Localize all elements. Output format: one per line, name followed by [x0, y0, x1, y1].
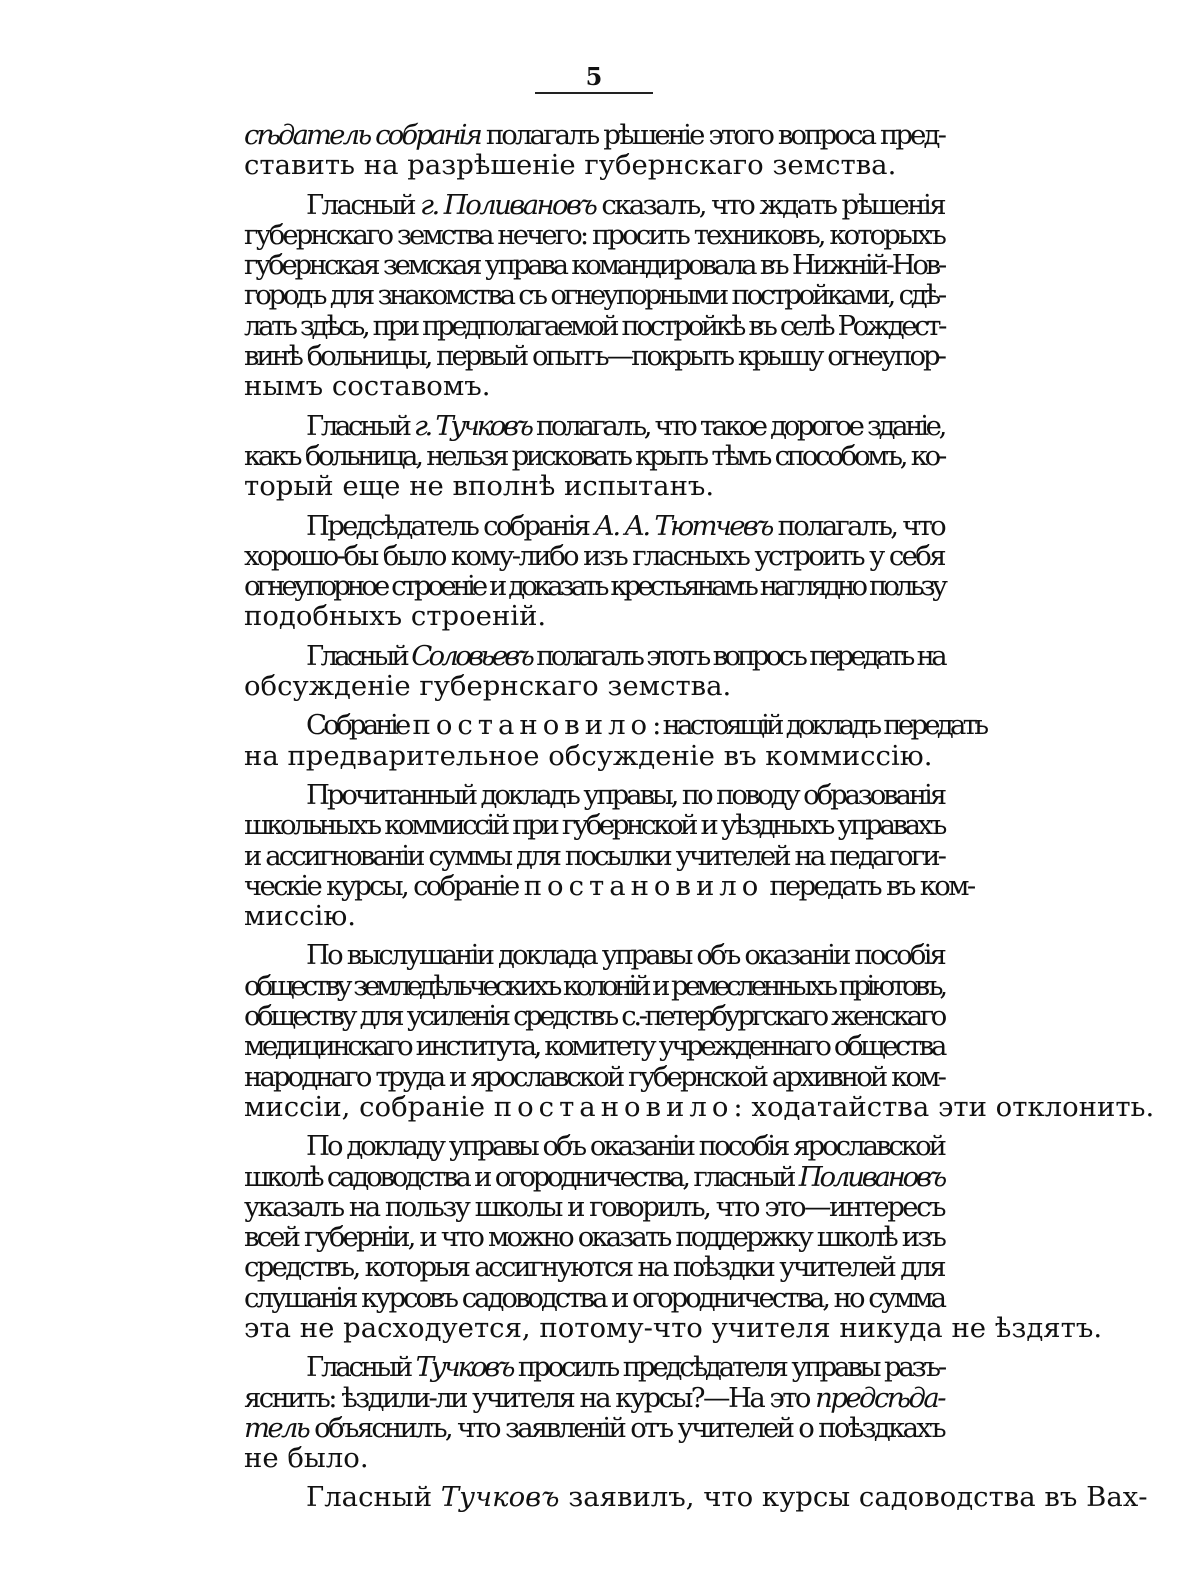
text-run: просилъ предсѣдателя управы разъ- — [512, 1351, 945, 1384]
text-line — [244, 1311, 1103, 1344]
text-run: винѣ больницы, первый опытъ—покрыть крышу огнеупор- — [244, 340, 944, 373]
text-run: полагалъ рѣшеніе этого вопроса пред- — [479, 119, 945, 151]
spaced-run: постановило — [523, 869, 764, 902]
header-rule — [535, 92, 653, 94]
paragraph — [244, 709, 986, 772]
text-line — [244, 1383, 944, 1413]
text-run: торый еще не вполнѣ испытанъ. — [244, 470, 715, 503]
text-run: на предварительное обсужденіе въ коммиссію. — [244, 739, 933, 772]
text-run: полагалъ, что такое дорогое зданіе, — [530, 409, 944, 442]
text-line — [244, 869, 974, 902]
text-run: Собраніе — [306, 709, 413, 742]
text-line — [244, 311, 944, 341]
text-line — [244, 1443, 944, 1473]
paragraph — [244, 939, 1155, 1123]
text-run: медицинскаго института, комитету учрежденнаго общества — [244, 1030, 944, 1063]
text-run: подобныхъ строеній. — [244, 600, 547, 633]
text-line — [244, 120, 944, 150]
text-line — [244, 601, 944, 631]
text-line — [244, 250, 944, 280]
text-run: указалъ на пользу школы и говорилъ, что это—интересъ — [244, 1190, 944, 1223]
text-line — [244, 571, 944, 601]
text-run: : настоящій докладъ передать — [652, 709, 986, 742]
text-run: Гласный — [306, 1351, 416, 1384]
text-line — [244, 1162, 944, 1192]
text-run: полагалъ этотъ вопросъ передать на — [531, 639, 944, 672]
text-line — [244, 1352, 944, 1382]
text-run: сказалъ, что ждать рѣшенія — [595, 188, 944, 221]
text-line — [244, 841, 944, 871]
text-run: передать въ ком- — [763, 869, 974, 902]
text-line — [244, 1222, 944, 1252]
text-run: хорошо-бы было кому-либо изъ гласныхъ устроить у себя — [244, 539, 944, 572]
text-run: ставить на разрѣшеніе губернскаго земства. — [244, 149, 897, 182]
text-run: обсужденіе губернскаго земства. — [244, 670, 732, 703]
text-line — [244, 810, 944, 840]
text-run: лать здѣсь, при предполагаемой постройкѣ въ селѣ Рождест- — [244, 309, 944, 342]
paragraph — [244, 1481, 1148, 1514]
text-line — [244, 341, 944, 371]
text-run: миссію. — [244, 900, 357, 933]
text-run: школѣ садоводства и огородничества, гласный — [244, 1160, 799, 1193]
italic-run: предсѣда- — [815, 1381, 944, 1414]
text-run: яснить: ѣздили-ли учителя на курсы?—На это — [244, 1381, 816, 1414]
text-line — [244, 150, 944, 180]
text-run: заявилъ, что курсы садоводства въ Вах- — [559, 1481, 1148, 1514]
text-run: По докладу управы объ оказаніи пособія ярославской — [306, 1130, 944, 1163]
italic-run: г. Тучковъ — [413, 409, 531, 442]
text-run: слушанія курсовъ садоводства и огородничества, но сумма — [244, 1281, 944, 1314]
text-run: городъ для знакомства съ огнеупорными постройками, сдѣ- — [244, 279, 944, 312]
text-run: школьныхъ коммиссій при губернской и уѣздныхъ управахъ — [244, 809, 944, 842]
page-number: 5 — [585, 62, 603, 91]
text-line — [244, 441, 944, 471]
text-line — [244, 641, 944, 671]
paragraph — [244, 778, 974, 933]
italic-run: сѣдатель собранія — [244, 119, 480, 151]
spaced-run: постановило — [412, 709, 653, 742]
text-run: народнаго труда и ярославской губернской архивной ком- — [244, 1060, 945, 1093]
spaced-run: постановило — [493, 1090, 734, 1123]
text-line — [244, 411, 944, 441]
text-run: огнеупорное строеніе и доказать крестьянамъ наглядно пользу — [244, 570, 944, 603]
text-line — [244, 780, 944, 810]
text-line — [244, 1192, 944, 1222]
text-run: обществу земледѣльческихъ колоній и ремесленныхъ пріютовъ, — [244, 969, 945, 1002]
text-run: обществу для усиленія средствъ с.-петербургскаго женскаго — [244, 1000, 944, 1033]
text-line — [244, 1090, 1155, 1123]
text-line — [244, 190, 944, 220]
paragraph — [244, 190, 944, 402]
text-line — [244, 901, 944, 931]
text-line — [244, 1031, 944, 1061]
text-run: Гласный — [306, 1481, 441, 1514]
italic-run: тель — [244, 1411, 309, 1444]
text-run: полагалъ, что — [771, 509, 944, 542]
document-body — [244, 119, 1155, 1514]
text-line — [244, 541, 944, 571]
text-line — [244, 1062, 944, 1092]
text-run: Предсѣдатель собранія — [306, 509, 595, 542]
text-line — [244, 280, 944, 310]
text-run: нымъ составомъ. — [244, 370, 491, 403]
text-line — [244, 1283, 944, 1313]
text-line — [244, 471, 944, 501]
text-run: какъ больница, нельзя рисковать крыть тѣмъ способомъ, ко- — [244, 439, 945, 472]
text-line — [244, 371, 944, 401]
text-run: По выслушаніи доклада управы объ оказаніи пособія — [306, 939, 945, 972]
text-run: средствъ, которыя ассигнуются на поѣздки учителей для — [244, 1251, 944, 1284]
text-line — [244, 220, 944, 250]
text-run: не было. — [244, 1442, 369, 1475]
italic-run: Поливановъ — [798, 1160, 944, 1193]
text-line — [244, 1481, 1148, 1514]
italic-run: Тучковъ — [440, 1481, 560, 1514]
paragraph — [244, 1130, 1103, 1344]
text-line — [244, 709, 986, 742]
text-line — [244, 741, 944, 771]
text-run: Гласный — [306, 188, 421, 221]
italic-run: А. А. Тютчевъ — [594, 509, 772, 542]
text-run: : ходатайства эти отклонить. — [733, 1090, 1155, 1123]
text-line — [244, 1131, 944, 1161]
italic-run: Соловьевъ — [411, 639, 532, 672]
text-run: всей губерніи, и что можно оказать поддержку школѣ изъ — [244, 1221, 945, 1254]
text-run: губернская земская управа командировала въ Нижній-Нов- — [244, 249, 944, 282]
text-line — [244, 1001, 944, 1031]
text-run: объяснилъ, что заявленій отъ учителей о поѣздкахъ — [308, 1411, 944, 1444]
text-run: Прочитанный докладъ управы, по поводу образованія — [306, 778, 944, 811]
paragraph — [244, 411, 944, 502]
italic-run: г. Поливановъ — [420, 188, 596, 221]
text-run: миссіи, собраніе — [244, 1090, 494, 1123]
text-line — [244, 511, 944, 541]
text-line — [244, 671, 944, 701]
text-run: Гласный — [306, 639, 412, 672]
text-line — [244, 1252, 944, 1282]
paragraph — [244, 511, 944, 632]
italic-run: Тучковъ — [415, 1351, 513, 1384]
paragraph — [244, 120, 944, 181]
text-run: Гласный — [306, 409, 414, 442]
text-run: и ассигнованіи суммы для посылки учителей на педагоги- — [244, 839, 945, 872]
text-line — [244, 971, 944, 1001]
text-line — [244, 1413, 944, 1443]
text-run: губернскаго земства нечего: просить техниковъ, которыхъ — [244, 218, 945, 251]
paragraph — [244, 1352, 944, 1473]
paragraph — [244, 641, 944, 702]
text-run: ческіе курсы, собраніе — [244, 869, 524, 902]
text-line — [244, 940, 944, 970]
text-run: эта не расходуется, потому-что учителя никуда не ѣздятъ. — [244, 1311, 1103, 1344]
